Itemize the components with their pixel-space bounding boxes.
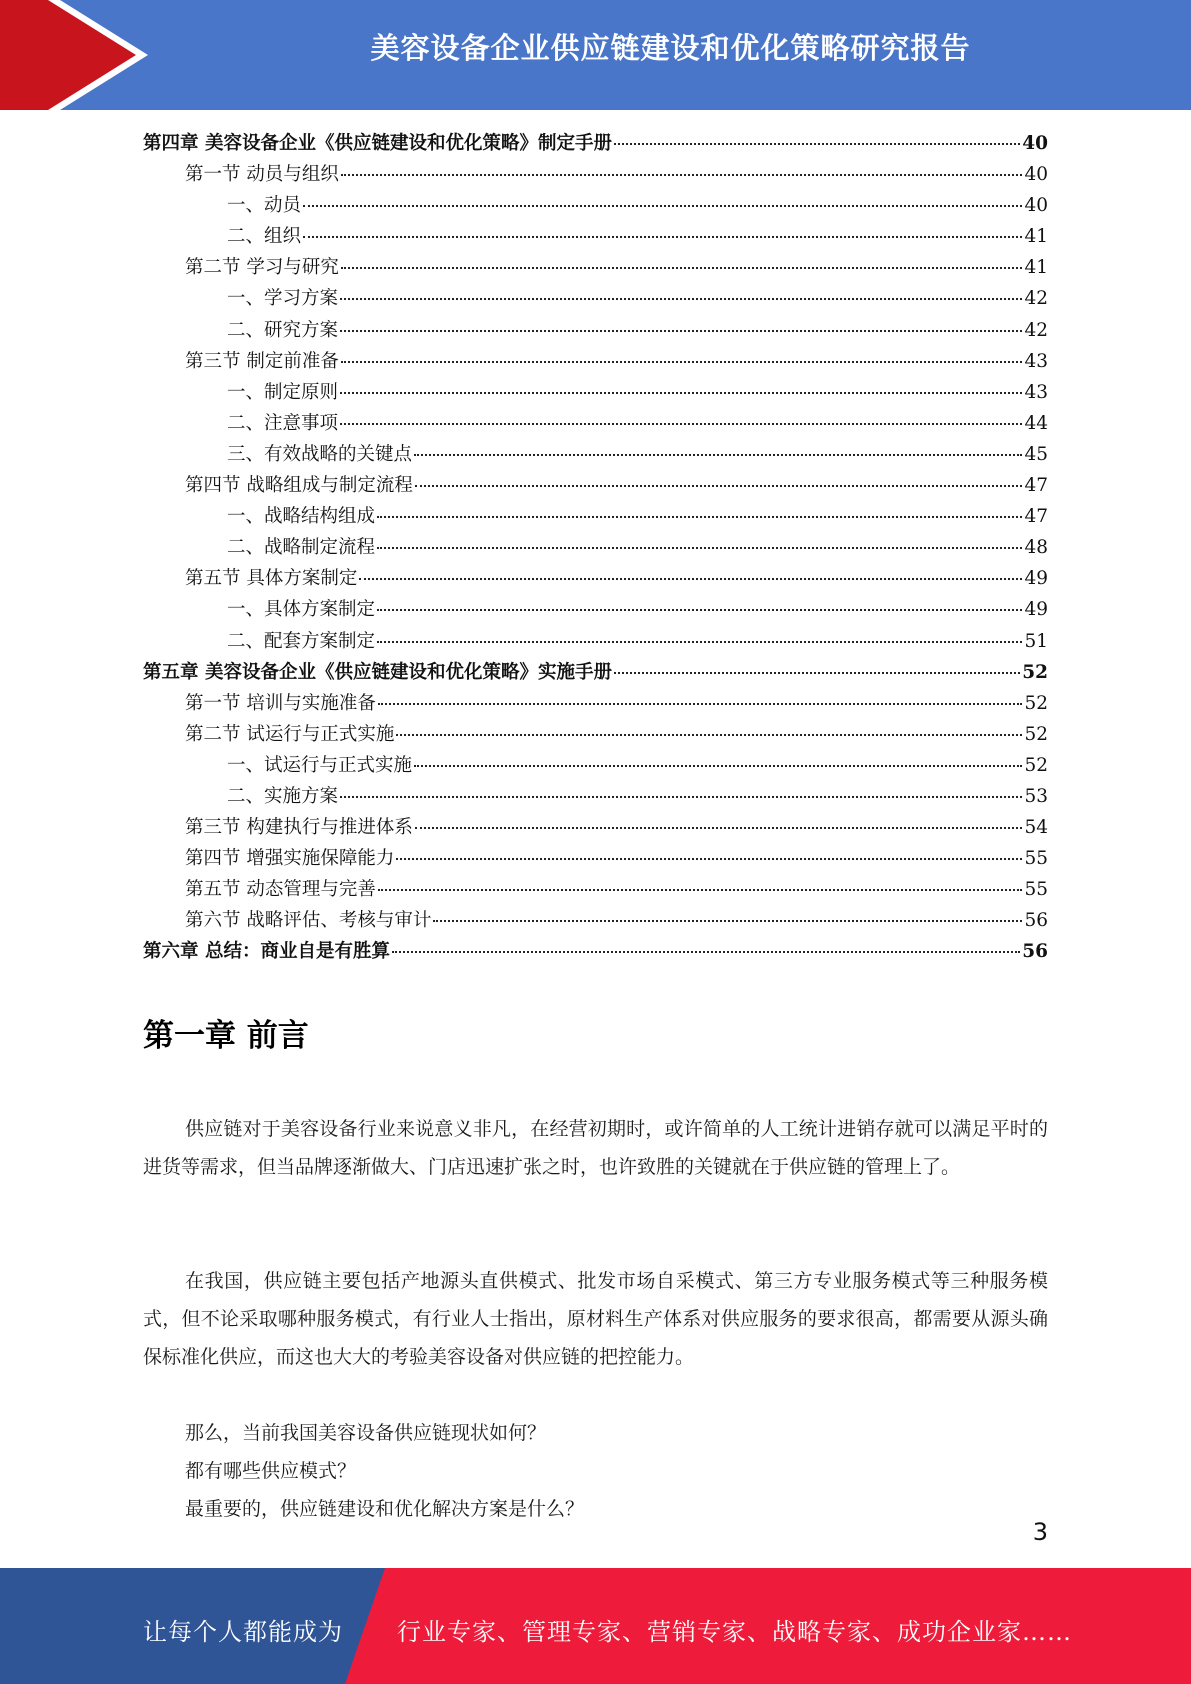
toc-dot-leader	[377, 609, 1022, 611]
toc-dot-leader	[340, 330, 1022, 332]
toc-entry-page: 40	[1024, 195, 1048, 217]
toc-entry-title: 第四节 增强实施保障能力	[185, 848, 395, 870]
toc-dot-leader	[359, 578, 1022, 580]
table-of-contents	[143, 128, 1048, 968]
toc-entry-title: 第五节 动态管理与完善	[185, 879, 376, 901]
toc-entry[interactable]	[143, 315, 1048, 346]
toc-dot-leader	[340, 392, 1022, 394]
toc-entry-title: 第四章 美容设备企业《供应链建设和优化策略》制定手册	[143, 133, 612, 154]
toc-entry[interactable]	[143, 159, 1048, 190]
toc-dot-leader	[303, 236, 1022, 238]
toc-entry-page: 47	[1024, 475, 1048, 497]
toc-entry[interactable]	[143, 128, 1048, 159]
toc-entry[interactable]	[143, 346, 1048, 377]
toc-entry-title: 二、实施方案	[227, 785, 339, 807]
toc-entry-title: 第五章 美容设备企业《供应链建设和优化策略》实施手册	[143, 661, 612, 683]
toc-entry[interactable]	[143, 843, 1048, 874]
toc-entry-title: 第二节 学习与研究	[185, 257, 339, 279]
toc-entry[interactable]	[143, 501, 1048, 532]
toc-entry-page: 41	[1024, 257, 1048, 279]
toc-dot-leader	[303, 205, 1022, 207]
toc-entry-page: 42	[1024, 319, 1048, 341]
toc-dot-leader	[378, 889, 1023, 891]
footer-slogan-left: 让每个人都能成为	[143, 1618, 343, 1646]
toc-entry-page: 40	[1022, 133, 1048, 154]
toc-entry-title: 一、试运行与正式实施	[227, 754, 413, 776]
toc-entry-page: 52	[1024, 723, 1048, 745]
footer-slogan-right: 行业专家、管理专家、营销专家、战略专家、成功企业家……	[397, 1618, 1072, 1646]
toc-entry-page: 49	[1024, 599, 1048, 621]
toc-entry[interactable]	[143, 377, 1048, 408]
toc-entry-page: 56	[1024, 910, 1048, 932]
toc-entry[interactable]	[143, 594, 1048, 625]
toc-entry[interactable]	[143, 719, 1048, 750]
toc-entry-title: 一、战略结构组成	[227, 506, 376, 528]
question-line: 那么，当前我国美容设备供应链现状如何？	[185, 1422, 547, 1444]
toc-entry-page: 55	[1024, 879, 1048, 901]
body-paragraph: 在我国，供应链主要包括产地源头直供模式、批发市场自采模式、第三方专业服务模式等三种服务模式，但不论采取哪种服务模式，有行业人士指出，原材料生产体系对供应服务的要求很高，都需要从源头确保标准化供应，而这也大大的考验美容设备对供应链的把控能力。	[143, 1270, 1048, 1368]
toc-entry-page: 52	[1024, 754, 1048, 776]
toc-dot-leader	[377, 516, 1022, 518]
toc-entry-title: 第六节 战略评估、考核与审计	[185, 910, 432, 932]
toc-entry-title: 二、注意事项	[227, 412, 339, 434]
toc-dot-leader	[414, 765, 1022, 767]
toc-dot-leader	[396, 734, 1022, 736]
toc-entry-title: 二、研究方案	[227, 319, 339, 341]
toc-dot-leader	[341, 361, 1023, 363]
toc-entry-title: 第六章 总结：商业自是有胜算	[143, 941, 390, 963]
page-header	[0, 0, 1191, 110]
toc-entry[interactable]	[143, 470, 1048, 501]
toc-entry-title: 二、组织	[227, 226, 302, 248]
toc-entry[interactable]	[143, 657, 1048, 688]
toc-dot-leader	[377, 547, 1022, 549]
toc-entry[interactable]	[143, 874, 1048, 905]
toc-entry-title: 第一节 动员与组织	[185, 164, 339, 186]
toc-dot-leader	[614, 672, 1020, 674]
toc-dot-leader	[415, 827, 1023, 829]
toc-entry-title: 二、战略制定流程	[227, 537, 376, 559]
toc-entry-title: 第一节 培训与实施准备	[185, 692, 376, 714]
toc-entry-page: 51	[1024, 630, 1048, 652]
toc-entry-page: 47	[1024, 506, 1048, 528]
toc-entry-title: 第四节 战略组成与制定流程	[185, 475, 413, 497]
toc-entry-page: 53	[1024, 785, 1048, 807]
toc-entry-page: 42	[1024, 288, 1048, 310]
toc-entry-page: 43	[1024, 381, 1048, 403]
toc-entry-title: 第三节 构建执行与推进体系	[185, 817, 413, 839]
toc-entry[interactable]	[143, 563, 1048, 594]
toc-entry-page: 45	[1024, 443, 1048, 465]
toc-entry-page: 55	[1024, 848, 1048, 870]
toc-entry-page: 56	[1022, 941, 1048, 963]
toc-entry[interactable]	[143, 252, 1048, 283]
toc-entry-page: 52	[1024, 692, 1048, 714]
chapter-heading: 第一章 前言	[143, 1018, 309, 1054]
toc-dot-leader	[433, 920, 1022, 922]
toc-entry-title: 一、动员	[227, 195, 302, 217]
toc-entry[interactable]	[143, 408, 1048, 439]
toc-dot-leader	[392, 951, 1020, 953]
toc-entry-title: 一、学习方案	[227, 288, 339, 310]
toc-dot-leader	[614, 143, 1020, 145]
toc-entry[interactable]	[143, 439, 1048, 470]
toc-dot-leader	[340, 796, 1022, 798]
toc-entry[interactable]	[143, 812, 1048, 843]
toc-entry-page: 54	[1024, 817, 1048, 839]
toc-dot-leader	[377, 641, 1022, 643]
toc-entry-page: 43	[1024, 350, 1048, 372]
toc-entry[interactable]	[143, 905, 1048, 936]
header-title: 美容设备企业供应链建设和优化策略研究报告	[370, 31, 971, 65]
toc-entry-page: 49	[1024, 568, 1048, 590]
toc-entry[interactable]	[143, 532, 1048, 563]
toc-entry[interactable]	[143, 688, 1048, 719]
page-footer	[0, 1568, 1191, 1684]
toc-entry[interactable]	[143, 626, 1048, 657]
toc-dot-leader	[414, 454, 1022, 456]
toc-entry[interactable]	[143, 781, 1048, 812]
toc-dot-leader	[340, 423, 1022, 425]
toc-dot-leader	[341, 174, 1023, 176]
toc-entry-page: 52	[1022, 661, 1048, 683]
toc-dot-leader	[340, 298, 1022, 300]
toc-entry[interactable]	[143, 283, 1048, 314]
toc-entry-title: 一、制定原则	[227, 381, 339, 403]
toc-dot-leader	[415, 485, 1023, 487]
page-number: 3	[1032, 1518, 1048, 1546]
toc-dot-leader	[378, 703, 1023, 705]
toc-entry-page: 44	[1024, 412, 1048, 434]
toc-entry-title: 二、配套方案制定	[227, 630, 376, 652]
toc-entry-page: 48	[1024, 537, 1048, 559]
toc-entry-title: 第五节 具体方案制定	[185, 568, 358, 590]
toc-entry-title: 第三节 制定前准备	[185, 350, 339, 372]
toc-entry-page: 40	[1024, 164, 1048, 186]
question-line: 都有哪些供应模式？	[185, 1460, 357, 1482]
body-paragraph: 供应链对于美容设备行业来说意义非凡，在经营初期时，或许简单的人工统计进销存就可以满足平时的进货等需求，但当品牌逐渐做大、门店迅速扩张之时，也许致胜的关键就在于供应链的管理上了。	[143, 1118, 1048, 1178]
toc-entry-title: 三、有效战略的关键点	[227, 443, 413, 465]
toc-entry-title: 一、具体方案制定	[227, 599, 376, 621]
toc-entry[interactable]	[143, 221, 1048, 252]
toc-entry-title: 第二节 试运行与正式实施	[185, 723, 395, 745]
question-line: 最重要的，供应链建设和优化解决方案是什么？	[185, 1498, 585, 1520]
toc-dot-leader	[396, 858, 1022, 860]
toc-dot-leader	[341, 267, 1023, 269]
toc-entry[interactable]	[143, 936, 1048, 967]
toc-entry-page: 41	[1024, 226, 1048, 248]
toc-entry[interactable]	[143, 750, 1048, 781]
toc-entry[interactable]	[143, 190, 1048, 221]
